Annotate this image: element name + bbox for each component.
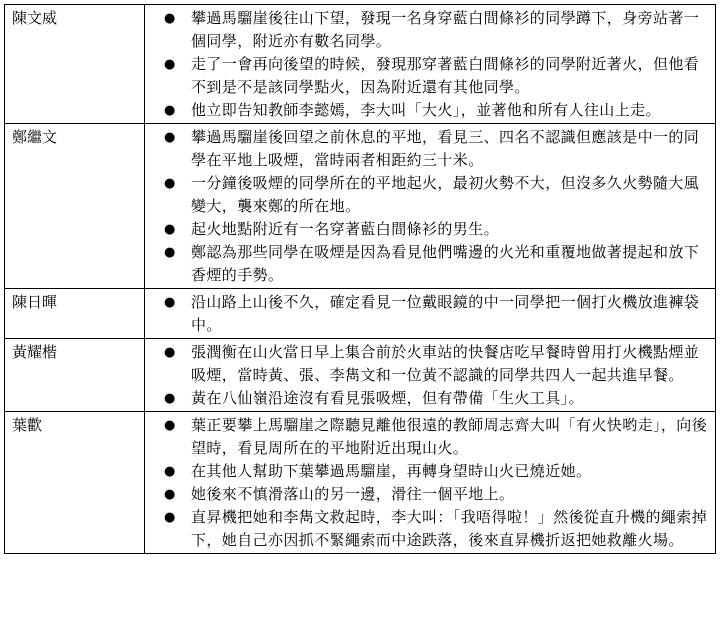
bullet-icon: ● [164,130,176,145]
bullet-icon: ● [164,464,176,479]
bullet-icon: ● [164,245,176,260]
witness-name: 陳日暉 [5,289,145,339]
testimony-list [145,5,715,123]
witness-name: 陳文威 [5,5,145,124]
table-row [5,412,716,554]
list-item [145,53,709,99]
testimony-list [145,289,715,338]
testimony-list [145,412,715,553]
testimony-text: 葉正要攀上馬騮崖之際聽見離他很遠的教師周志齊大叫「有火快哟走」，向後望時，看見周所在的平地附近出現山火。 [191,416,708,457]
list-item [145,341,709,387]
bullet-icon: ● [164,11,176,26]
list-item [145,291,709,337]
bullet-icon: ● [164,222,176,237]
testimony-cell [145,5,716,124]
witness-name: 黃耀楷 [5,339,145,412]
list-item [145,172,709,218]
list-item [145,414,709,460]
testimony-text: 沿山路上山後不久，確定看見一位戴眼鏡的中一同學把一個打火機放進褲袋中。 [191,293,700,334]
bullet-icon: ● [164,391,176,406]
testimony-text: 她後來不慎滑落山的另一邊，滑往一個平地上。 [191,485,515,503]
bullet-icon: ● [164,57,176,72]
testimony-list [145,339,715,411]
testimony-text: 直昇機把她和李雋文救起時，李大叫：「我唔得啦！」然後從直升機的繩索掉下，她自己亦因抓不緊繩索而中途跌落，後來直昇機折返把她救離火場。 [191,508,708,549]
testimony-text: 張潤衡在山火當日早上集合前於火車站的快餐店吃早餐時曾用打火機點煙並吸煙，當時黃、張、李雋文和一位黃不認識的同學共四人一起共進早餐。 [191,343,700,384]
testimony-cell [145,289,716,339]
list-item [145,241,709,287]
bullet-icon: ● [164,176,176,191]
bullet-icon: ● [164,345,176,360]
list-item [145,99,709,122]
testimony-cell [145,412,716,554]
list-item [145,387,709,410]
list-item [145,460,709,483]
testimony-text: 他立即告知教師李懿嫣，李大叫「大火」，並著他和所有人往山上走。 [191,101,661,119]
testimony-cell [145,339,716,412]
table-row [5,5,716,124]
bullet-icon: ● [164,103,176,118]
bullet-icon: ● [164,418,176,433]
witness-name: 葉歡 [5,412,145,554]
testimony-text: 走了一會再向後望的時候，發現那穿著藍白間條衫的同學附近著火，但他看不到是不是該同學點火，因為附近還有其他同學。 [191,55,700,96]
testimony-list [145,124,715,288]
list-item [145,506,709,552]
bullet-icon: ● [164,510,176,525]
testimony-text: 黃在八仙嶺沿途沒有看見張吸煙，但有帶備「生火工具」。 [191,389,584,407]
table-row [5,339,716,412]
list-item [145,218,709,241]
testimony-text: 一分鐘後吸煙的同學所在的平地起火，最初火勢不大，但沒多久火勢隨大風變大，襲來鄭的所在地。 [191,174,700,215]
bullet-icon: ● [164,487,176,502]
bullet-icon: ● [164,295,176,310]
testimony-text: 起火地點附近有一名穿著藍白間條衫的男生。 [191,220,500,238]
testimony-text: 在其他人幫助下葉攀過馬騮崖，再轉身望時山火已燒近她。 [191,462,592,480]
witness-table [4,4,716,554]
testimony-text: 攀過馬騮崖後往山下望，發現一名身穿藍白間條衫的同學蹲下，身旁站著一個同學，附近亦有數名同學。 [191,9,700,50]
list-item [145,126,709,172]
witness-name: 鄭繼文 [5,124,145,289]
table-row [5,289,716,339]
testimony-cell [145,124,716,289]
list-item [145,7,709,53]
list-item [145,483,709,506]
testimony-text: 攀過馬騮崖後回望之前休息的平地，看見三、四名不認識但應該是中一的同學在平地上吸煙，當時兩者相距約三十米。 [191,128,700,169]
table-row [5,124,716,289]
testimony-text: 鄭認為那些同學在吸煙是因為看見他們嘴邊的火光和重覆地做著提起和放下香煙的手勢。 [191,243,700,284]
